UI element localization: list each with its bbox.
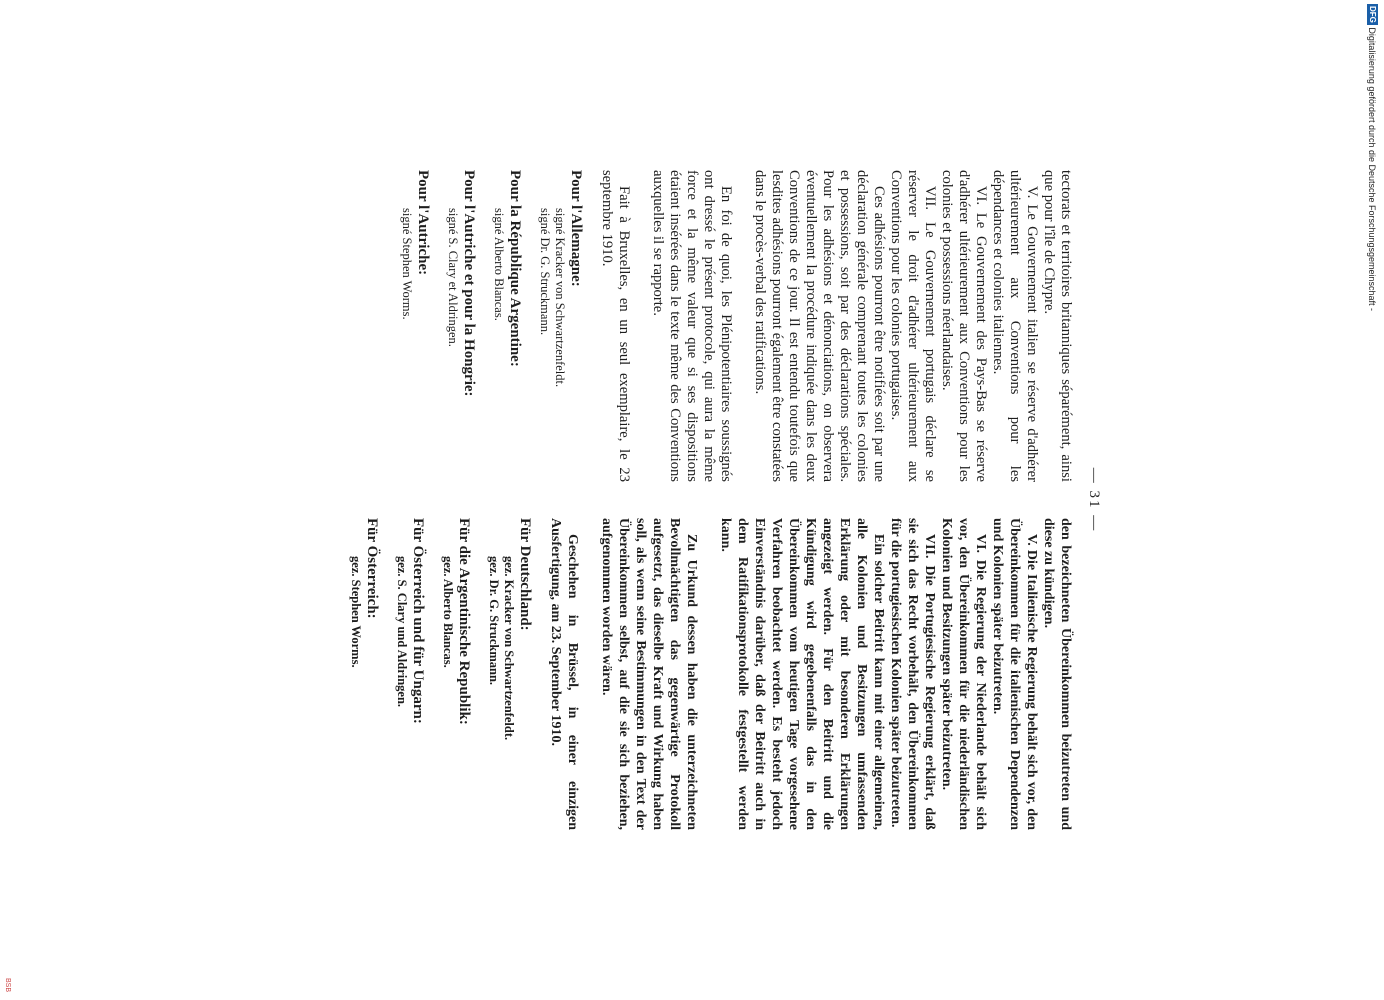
french-signature-block — [399, 170, 431, 482]
german-paragraph: Geschehen in Brüssel, in einer einzigen Ausfertigung, am 23. September 1910. — [548, 518, 580, 830]
french-paragraph: tectorats et territoires britanniques séparément, ainsi que pour l'île de Chypre. — [1041, 170, 1074, 482]
signature-country: Pour l'Allemagne: — [568, 170, 584, 287]
german-signature-block — [440, 518, 472, 830]
signature-country: Für Österreich: — [364, 518, 380, 619]
page-number: — 31 — — [1086, 467, 1102, 533]
german-column — [348, 518, 1074, 830]
french-paragraph: VII. Le Gouvernement portugais déclare se réserver le droit d'adhérer ultérieurement aux Conventions pour les colonies portugaises. — [888, 170, 938, 482]
signature-line: signé Kracker von Schwartzenfeldt. — [553, 208, 567, 388]
rotated-page — [282, 170, 1102, 830]
german-paragraph: den bezeichneten Übereinkommen beizutreten und diese zu kündigen. — [1041, 518, 1073, 830]
signature-line: gez. S. Clary und Aldringen. — [395, 556, 409, 708]
signature-line: gez. Stephen Worms. — [349, 556, 363, 668]
signature-country: Pour la République Argentine: — [507, 170, 523, 367]
digitization-note — [1362, 4, 1378, 311]
french-signature-block — [537, 170, 584, 482]
signature-line: gez. Kracker von Schwartzenfeldt. — [502, 556, 516, 741]
signature-country: Pour l'Autriche et pour la Hongrie: — [461, 170, 477, 397]
french-paragraph: Ces adhésions pourront être notifiées soit par une déclaration générale comprenant toutes les colonies et possessions, soit par des déclarations spéciales. Pour les adhésions et dénonciations, on observera éventuellement la procédure indiquée dans les deux Conventions de ce jour. Il est entendu toutefois que lesdites adhésions pourront également être constatées dans le procès-verbal des ratifications. — [752, 170, 887, 482]
digitization-note-text: Digitalisierung gefördert durch die Deutsche Forschungsgemeinschaft - — [1367, 27, 1377, 312]
signature-country: Für die Argentinische Republik: — [456, 518, 472, 725]
french-paragraph: En foi de quoi, les Plénipotentiaires soussignés ont dressé le présent protocole, qui aura la même force et la même valeur que si ses dispositions étaient insérées dans le texte même des Conventions auxquelles il se rapporte. — [650, 170, 734, 482]
signature-line: signé Stephen Worms. — [400, 208, 414, 320]
german-paragraph: VI. Die Regierung der Niederlande behält sich vor, den Übereinkommen für die niederländischen Kolonien und Besitzungen später beizutreten. — [939, 518, 988, 830]
signature-line: signé Dr. G. Struckmann. — [538, 208, 552, 336]
german-paragraph: VII. Die Portugiesische Regierung erklärt, daß sie sich das Recht vorbehält, den Übereinkommen für die portugiesischen Kolonien später beizutreten. — [888, 518, 937, 830]
german-signature-block — [348, 518, 380, 830]
dfg-logo-badge: DFG — [1368, 6, 1377, 23]
french-signature-block — [491, 170, 523, 482]
signature-country: Für Deutschland: — [517, 518, 533, 631]
german-signature-block — [486, 518, 533, 830]
french-paragraph: V. Le Gouvernement italien se réserve d'adhérer ultérieurement aux Conventions pour les dépendances et colonies italiennes. — [990, 170, 1040, 482]
german-paragraph: Ein solcher Beitritt kann mit einer allgemeinen, alle Kolonien und Besitzungen umfassenden Erklärung oder mit besonderen Erklärungen angezeigt werden. Für den Beitritt und die Kündigung wird gegebenenfalls das in den Übereinkommen vom heutigen Tage vorgesehene Verfahren beobachtet werden. Es besteht jedoch Einverständnis darüber, daß der Beitritt auch in dem Ratifikationsprotokolle festgestellt werden kann. — [718, 518, 886, 830]
signature-country: Pour l'Autriche: — [415, 170, 431, 276]
french-paragraph: VI. Le Gouvernement des Pays-Bas se réserve d'adhérer ultérieurement aux Conventions pour les colonies et possessions néerlandaises. — [939, 170, 989, 482]
german-signature-block — [394, 518, 426, 830]
signature-line: signé S. Clary et Aldringen. — [446, 208, 460, 347]
signature-line: signé Alberto Blancas. — [492, 208, 506, 321]
french-paragraph: Fait à Bruxelles, en un seul exemplaire, le 23 septembre 1910. — [599, 170, 632, 482]
french-column — [399, 170, 1074, 482]
german-paragraph: Zu Urkund dessen haben die unterzeichneten Bevollmächtigten das gegenwärtige Protokoll aufgesetzt, das dieselbe Kraft und Wirkung haben soll, als wenn seine Bestimmungen in den Text der Übereinkommen selbst, auf die sie sich beziehen, aufgenommen worden wären. — [599, 518, 699, 830]
signature-line: gez. Dr. G. Struckmann. — [487, 556, 501, 686]
german-paragraph: V. Die Italienische Regierung behält sich vor, den Übereinkommen für die italienischen Dependenzen und Kolonien später beizutreten. — [990, 518, 1039, 830]
french-signature-block — [445, 170, 477, 482]
library-mark: BSB — [4, 978, 11, 993]
signature-line: gez. Alberto Blancas. — [441, 556, 455, 668]
signature-country: Für Österreich und für Ungarn: — [410, 518, 426, 724]
